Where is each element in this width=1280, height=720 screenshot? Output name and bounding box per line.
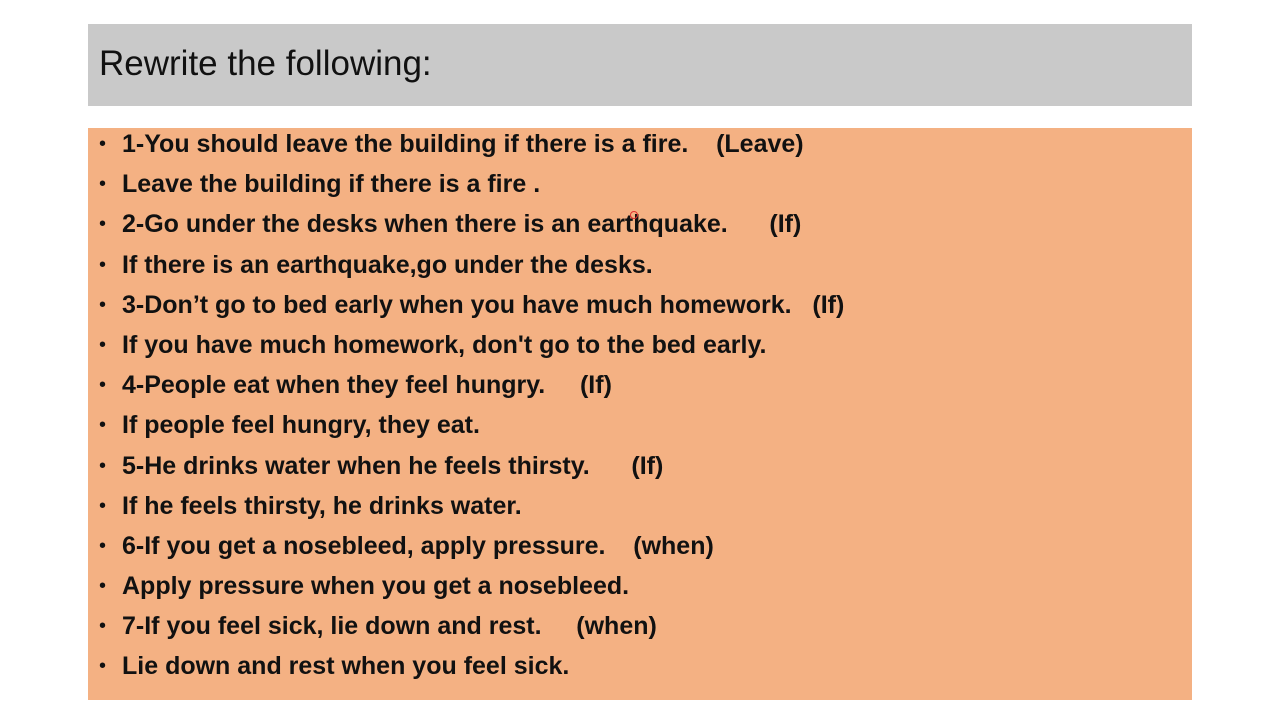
- list-item-text: 5-He drinks water when he feels thirsty. (If): [122, 451, 664, 480]
- list-item-text: If people feel hungry, they eat.: [122, 411, 480, 440]
- list-item-text: 2-Go under the desks when there is an earthquake. (If): [122, 210, 802, 239]
- bullet-icon: •: [99, 414, 107, 437]
- list-item-text: If there is an earthquake,go under the desks.: [122, 250, 653, 279]
- list-item-text: Leave the building if there is a fire .: [122, 170, 541, 199]
- list-item: [88, 204, 1192, 244]
- bullet-icon: •: [99, 655, 107, 678]
- bullet-icon: •: [99, 253, 107, 276]
- bullet-list: [88, 124, 1192, 687]
- list-item: [88, 285, 1192, 325]
- list-item: [88, 325, 1192, 365]
- bullet-icon: •: [99, 575, 107, 598]
- list-item-text: 3-Don’t go to bed early when you have much homework. (If): [122, 290, 845, 319]
- list-item: [88, 486, 1192, 526]
- list-item-text: 4-People eat when they feel hungry. (If): [122, 371, 612, 400]
- list-item-text: 7-If you feel sick, lie down and rest. (when): [122, 612, 657, 641]
- bullet-icon: •: [99, 173, 107, 196]
- list-item: [88, 124, 1192, 164]
- list-item: [88, 606, 1192, 646]
- bullet-icon: •: [99, 615, 107, 638]
- bullet-icon: •: [99, 454, 107, 477]
- bullet-icon: •: [99, 293, 107, 316]
- content-box: [88, 128, 1192, 700]
- title-bar: [88, 24, 1192, 106]
- list-item-text: 1-You should leave the building if there is a fire. (Leave): [122, 130, 804, 158]
- pointer-cursor-icon: [630, 211, 638, 219]
- list-item: [88, 566, 1192, 606]
- bullet-icon: •: [99, 333, 107, 356]
- slide-title: Rewrite the following:: [99, 43, 432, 83]
- list-item-text: If he feels thirsty, he drinks water.: [122, 491, 522, 520]
- list-item-text: Lie down and rest when you feel sick.: [122, 652, 570, 681]
- bullet-icon: •: [99, 534, 107, 557]
- bullet-icon: •: [99, 374, 107, 397]
- list-item-text: 6-If you get a nosebleed, apply pressure. (when): [122, 531, 714, 560]
- list-item: [88, 646, 1192, 686]
- list-item: [88, 245, 1192, 285]
- bullet-icon: •: [99, 213, 107, 236]
- bullet-icon: •: [99, 494, 107, 517]
- list-item: [88, 405, 1192, 445]
- list-item: [88, 365, 1192, 405]
- list-item: [88, 526, 1192, 566]
- list-item: [88, 446, 1192, 486]
- bullet-icon: •: [99, 133, 107, 155]
- list-item: [88, 164, 1192, 204]
- list-item-text: If you have much homework, don't go to the bed early.: [122, 330, 767, 359]
- list-item-text: Apply pressure when you get a nosebleed.: [122, 572, 630, 601]
